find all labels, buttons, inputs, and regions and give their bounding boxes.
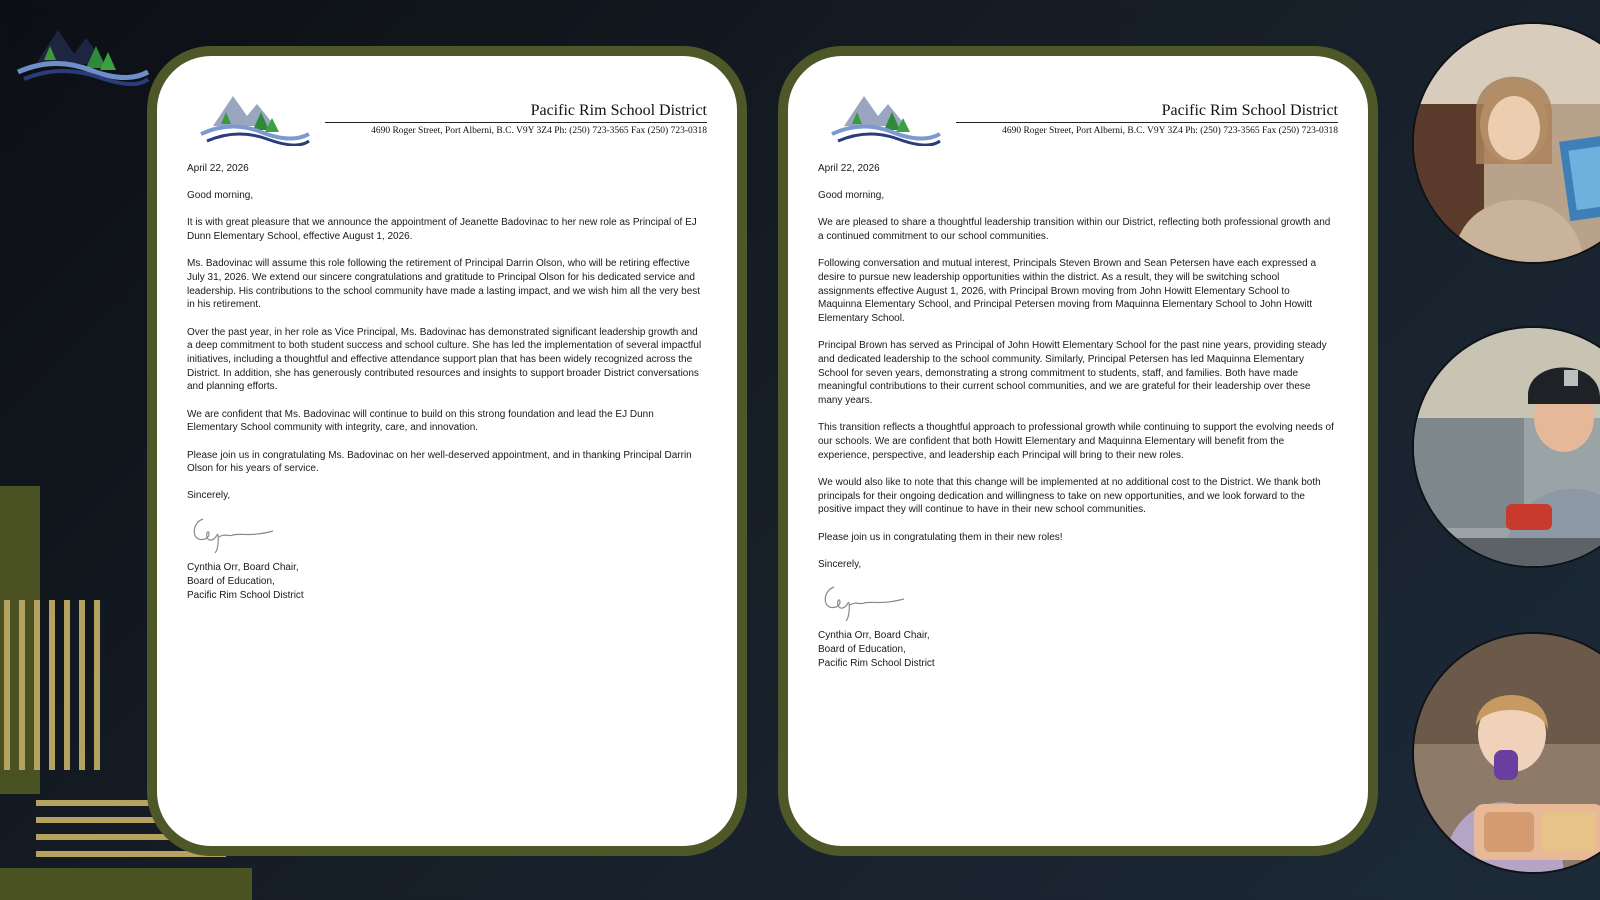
letter-greeting: Good morning, [818, 190, 885, 202]
photo-student-workshop [1412, 326, 1600, 568]
closing: Sincerely, [818, 558, 862, 570]
signoff [818, 558, 1334, 671]
letter-paragraph: Ms. Badovinac will assume this role following the retirement of Principal Darrin Olson, who will be retiring effective July 31, 2026. We extend our sincere congratulations and gratitude to Principal Olson for his dedicated service and leadership. His contributions to the school community have made a lasting impact, and we wish him all the very best in his retirement. [187, 258, 701, 311]
signer-name: Cynthia Orr, Board Chair, [818, 630, 930, 642]
district-logo-icon [199, 86, 311, 146]
letter-paragraph: Over the past year, in her role as Vice Principal, Ms. Badovinac has demonstrated significant leadership growth and a deep commitment to both student success and school culture. She has led the implementation of several impactful initiatives, including a thoughtful and effective attendance support plan that has been widely recognized across the District. In addition, she has generously contributed resources and insights to support broader District conversations and planning efforts. [187, 326, 702, 393]
letter-paragraph: Please join us in congratulating Ms. Badovinac on her well-deserved appointment, and in thanking Principal Darrin Olson for his years of service. [187, 449, 692, 475]
letter-paragraph: We are confident that Ms. Badovinac will continue to build on this strong foundation and lead the EJ Dunn Elementary School community with integrity, care, and innovation. [187, 408, 654, 434]
closing: Sincerely, [187, 490, 231, 502]
letterhead [818, 78, 1338, 158]
district-logo-icon [14, 16, 150, 86]
district-logo-icon [830, 86, 942, 146]
district-name: Pacific Rim School District [530, 102, 707, 119]
letter-greeting: Good morning, [187, 190, 254, 202]
letterhead-rule [325, 122, 707, 123]
photo-girl-reading [1412, 22, 1600, 264]
letter-body [187, 162, 703, 602]
signer-name: Cynthia Orr, Board Chair, [187, 562, 299, 574]
girl-reading-image [1414, 24, 1600, 262]
letter-date: April 22, 2026 [818, 163, 880, 174]
signer-org: Board of Education, [187, 575, 275, 587]
letter-body [818, 162, 1334, 671]
letter-paragraph: We are pleased to share a thoughtful leadership transition within our District, reflecting both professional growth and a continued commitment to our school communities. [818, 217, 1331, 243]
toddler-snack-image [1414, 634, 1600, 872]
olive-bottom-bar [0, 868, 252, 900]
letterhead [187, 78, 707, 158]
letter-paragraph: Following conversation and mutual interest, Principals Steven Brown and Sean Petersen have each expressed a desire to pursue new leadership opportunities within the district. As a result, they will be switching school assignments effective August 1, 2026, with Principal Brown moving from John Howitt Elementary School to Maquinna Elementary School, and Principal Petersen moving from Maquinna Elementary School to John Howitt Elementary School. [818, 258, 1317, 325]
letter-paragraph: Please join us in congratulating them in their new roles! [818, 531, 1063, 543]
signature-icon [189, 509, 279, 555]
letter-paragraph: This transition reflects a thoughtful approach to professional growth while continuing to support the evolving needs of our schools. We are confident that both Howitt Elementary and Maquinna Elementary will benefit from the experience, perspective, and leadership each Principal will bring to their new roles. [818, 422, 1334, 461]
signoff [187, 489, 703, 602]
signer-org: Board of Education, [818, 644, 906, 656]
signer-district: Pacific Rim School District [818, 657, 935, 669]
letter-date: April 22, 2026 [187, 163, 249, 174]
letter-paragraph: We would also like to note that this change will be implemented at no additional cost to the District. We thank both principals for their ongoing dedication and willingness to take on new opportunities, and we look forward to the positive impact they will continue to have in their new school communities. [818, 476, 1321, 516]
photo-toddler-snack [1412, 632, 1600, 874]
district-address: 4690 Roger Street, Port Alberni, B.C. V9Y 3Z4 Ph: (250) 723-3565 Fax (250) 723-0318 [1002, 126, 1338, 136]
vertical-gold-stripes [4, 600, 104, 770]
letter-appointment-badovinac [147, 46, 747, 856]
student-workshop-image [1414, 328, 1600, 566]
letter-principal-transition [778, 46, 1378, 856]
letterhead-rule [956, 122, 1338, 123]
district-address: 4690 Roger Street, Port Alberni, B.C. V9Y 3Z4 Ph: (250) 723-3565 Fax (250) 723-0318 [371, 126, 707, 136]
signer-district: Pacific Rim School District [187, 589, 304, 601]
letter-paragraph: Principal Brown has served as Principal of John Howitt Elementary School for the past nine years, providing steady and dedicated leadership to the school community. Similarly, Principal Petersen has led Maquinna Elementary School for seven years, demonstrating a strong commitment to students, staff, and families. Both have made meaningful contributions to their current school communities, and we are grateful for their leadership over these many years. [818, 340, 1327, 407]
signature-icon [820, 577, 910, 623]
letter-paragraph: It is with great pleasure that we announce the appointment of Jeanette Badovinac to her new role as Principal of EJ Dunn Elementary School, effective August 1, 2026. [187, 217, 697, 243]
district-name: Pacific Rim School District [1161, 102, 1338, 119]
